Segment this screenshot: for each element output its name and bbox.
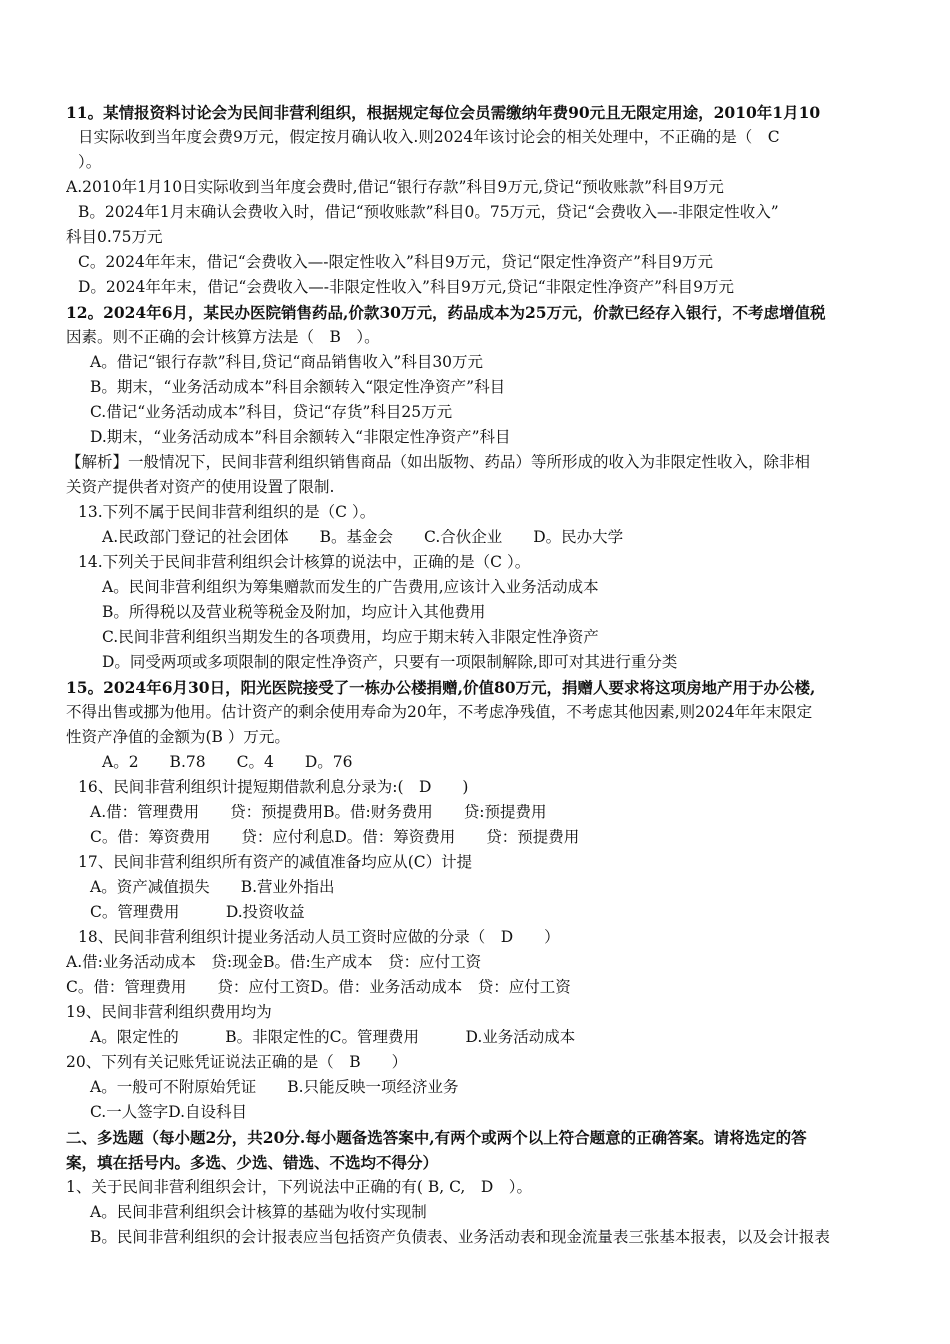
section-2-heading-cont: 案，填在括号内。多选、少选、错选、不选均不得分） — [66, 1153, 439, 1172]
question-16-options-cd: C。借：筹资费用 贷：应付利息D。借：筹资费用 贷：预提费用 — [90, 828, 580, 846]
question-11-stem-end: ）。 — [78, 153, 102, 171]
section-2-heading: 二、多选题（每小题2分，共20分.每小题备选答案中,有两个或两个以上符合题意的正确答案。请将选定的答 — [66, 1128, 807, 1147]
question-18-options-cd: C。借：管理费用 贷：应付工资D。借：业务活动成本 贷：应付工资 — [66, 978, 571, 996]
question-12-option-b: B。期末，“业务活动成本”科目余额转入“限定性净资产”科目 — [90, 378, 506, 396]
question-16-stem: 16、民间非营利组织计提短期借款利息分录为:( D ) — [78, 778, 469, 796]
multi-question-1-option-a: A。民间非营利组织会计核算的基础为收付实现制 — [90, 1203, 427, 1221]
question-17-stem: 17、民间非营利组织所有资产的减值准备均应从(C）计提 — [78, 853, 473, 871]
question-20-options-cd: C.一人签字D.自设科目 — [90, 1103, 248, 1121]
analysis-text: 【解析】一般情况下，民间非营利组织销售商品（如出版物、药品）等所形成的收入为非限定性收入，除非相 — [66, 453, 811, 471]
question-13-stem: 13.下列不属于民间非营利组织的是（C ）。 — [78, 503, 376, 521]
question-12-stem-cont: 因素。则不正确的会计核算方法是（ B ）。 — [66, 328, 380, 346]
question-12-option-d: D.期末，“业务活动成本”科目余额转入“非限定性净资产”科目 — [90, 428, 511, 446]
question-14-option-b: B。所得税以及营业税等税金及附加，均应计入其他费用 — [102, 603, 486, 621]
multi-question-1-stem: 1、关于民间非营利组织会计，下列说法中正确的有( B, C, D ）。 — [66, 1178, 532, 1196]
question-15-stem-cont: 不得出售或挪为他用。估计资产的剩余使用寿命为20年，不考虑净残值，不考虑其他因素,则2024年年末限定 — [66, 703, 813, 721]
question-12-stem: 12。2024年6月，某民办医院销售药品,价款30万元，药品成本为25万元，价款已经存入银行，不考虑增值税 — [66, 303, 826, 322]
question-11-stem: 11。某情报资料讨论会为民间非营利组织，根据规定每位会员需缴纳年费90元且无限定用途，2010年1月10 — [66, 103, 821, 122]
question-14-stem: 14.下列关于民间非营利组织会计核算的说法中，正确的是（C ）。 — [78, 553, 531, 571]
question-11-option-b: B。2024年1月末确认会费收入时，借记“预收账款”科目0。75万元，贷记“会费收入—-非限定性收入” — [78, 203, 779, 221]
question-20-options-ab: A。一般可不附原始凭证 B.只能反映一项经济业务 — [90, 1078, 459, 1096]
question-14-option-a: A。民间非营利组织为筹集赠款而发生的广告费用,应该计入业务活动成本 — [102, 578, 599, 596]
question-20-stem: 20、下列有关记账凭证说法正确的是（ B ） — [66, 1053, 408, 1071]
analysis-text-cont: 关资产提供者对资产的使用设置了限制. — [66, 478, 335, 496]
question-18-options-ab: A.借:业务活动成本 贷:现金B。借:生产成本 贷：应付工资 — [66, 953, 482, 971]
question-11-option-d: D。2024年年末，借记“会费收入—-非限定性收入”科目9万元,贷记“非限定性净资产”科目9万元 — [78, 278, 734, 296]
question-11-option-c: C。2024年年末，借记“会费收入—-限定性收入”科目9万元，贷记“限定性净资产”科目9万元 — [78, 253, 713, 271]
question-19-options: A。限定性的 B。非限定性的C。管理费用 D.业务活动成本 — [90, 1028, 576, 1046]
document-body — [66, 100, 882, 1250]
question-11-option-a: A.2010年1月10日实际收到当年度会费时,借记“银行存款”科目9万元,贷记“预收账款”科目9万元 — [66, 178, 724, 196]
question-18-stem: 18、民间非营利组织计提业务活动人员工资时应做的分录（ D ） — [78, 928, 560, 946]
question-12-option-a: A。借记“银行存款”科目,贷记“商品销售收入”科目30万元 — [90, 353, 484, 371]
question-12-option-c: C.借记“业务活动成本”科目，贷记“存货”科目25万元 — [90, 403, 453, 421]
question-14-option-d: D。同受两项或多项限制的限定性净资产，只要有一项限制解除,即可对其进行重分类 — [102, 653, 678, 671]
question-15-stem: 15。2024年6月30日，阳光医院接受了一栋办公楼捐赠,价值80万元，捐赠人要求将这项房地产用于办公楼, — [66, 678, 816, 697]
question-15-stem-end: 性资产净值的金额为(B ）万元。 — [66, 728, 290, 746]
question-19-stem: 19、民间非营利组织费用均为 — [66, 1003, 272, 1021]
question-17-options-ab: A。资产减值损失 B.营业外指出 — [90, 878, 335, 896]
question-15-options: A。2 B.78 C。4 D。76 — [102, 753, 353, 771]
question-13-options: A.民政部门登记的社会团体 B。基金会 C.合伙企业 D。民办大学 — [102, 528, 624, 546]
question-16-options-ab: A.借：管理费用 贷：预提费用B。借:财务费用 贷:预提费用 — [90, 803, 547, 821]
question-17-options-cd: C。管理费用 D.投资收益 — [90, 903, 305, 921]
question-11-stem-cont: 日实际收到当年度会费9万元，假定按月确认收入.则2024年该讨论会的相关处理中，不正确的是（ C — [78, 128, 780, 146]
multi-question-1-option-b: B。民间非营利组织的会计报表应当包括资产负债表、业务活动表和现金流量表三张基本报表，以及会计报表 — [90, 1228, 830, 1246]
question-11-option-b-cont: 科目0.75万元 — [66, 228, 163, 246]
question-14-option-c: C.民间非营利组织当期发生的各项费用，均应于期末转入非限定性净资产 — [102, 628, 599, 646]
